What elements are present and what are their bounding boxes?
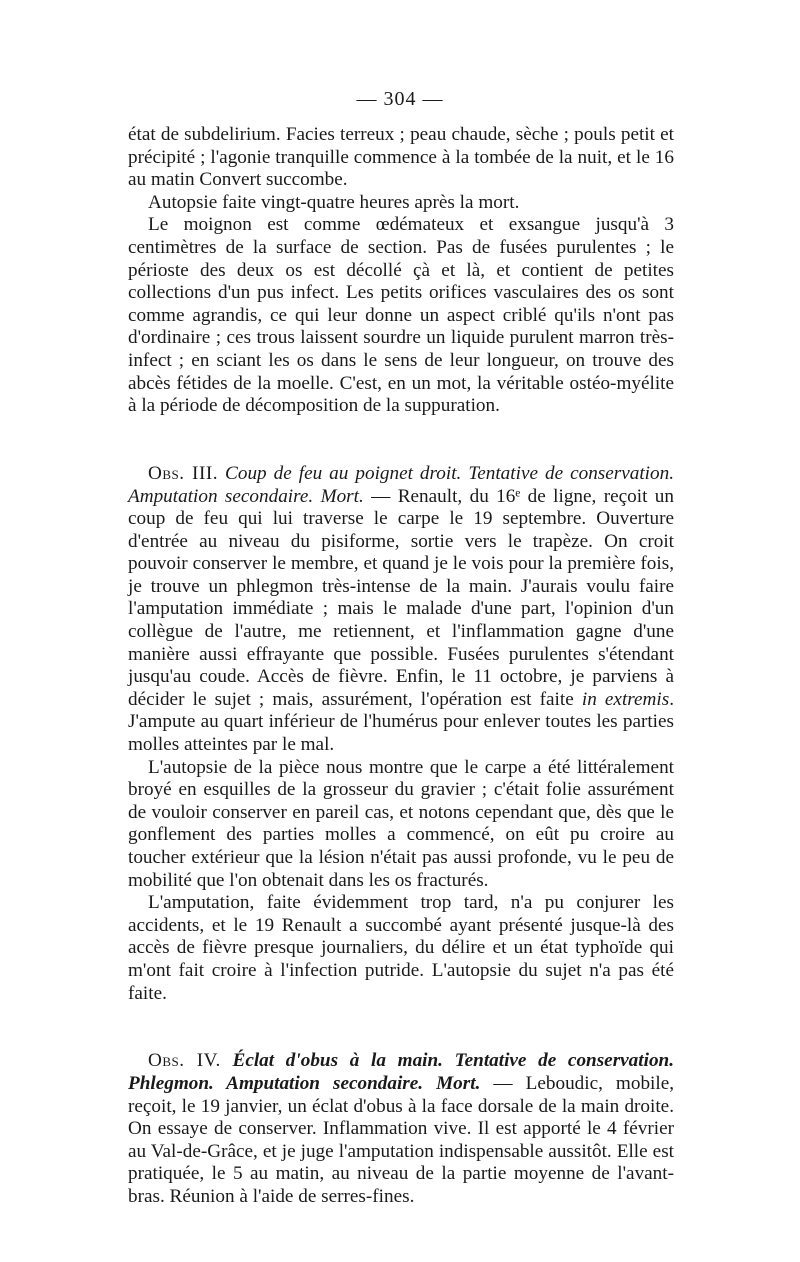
paragraph-3: Le moignon est comme œdémateux et exsangue jusqu'à 3 centimètres de la surface de section. Pas de fusées purulentes ; le périoste des deux os est décollé çà et là, et contient de petites collections d'un pus infect. Les petits orifices vasculaires des os sont comme agrandis, ce qui leur donne un aspect criblé qu'ils n'ont pas d'ordinaire ; ces trous laissent sourdre un liquide purulent marron très-infect ; en sciant les os dans le sens de leur longueur, on trouve des abcès fétides de la moelle. C'est, en un mot, la véritable ostéo-myélite à la période de décomposition de la suppuration.	[128, 214, 674, 417]
obs3-label: Obs. III.	[148, 462, 219, 484]
paragraph-2: Autopsie faite vingt-quatre heures après la mort.	[148, 191, 520, 213]
obs3-text: — Renault, du 16ᵉ de ligne, reçoit un coup de feu qui lui traverse le carpe le 19 septembre. Ouverture d'entrée au niveau du pisiforme, sortie vers le trapèze. On croit pouvoir conserver le membre, et quand je le vois pour la première fois, je trouve un phlegmon très-intense de la main. J'aurais voulu faire l'amputation immédiate ; mais le malade d'une part, l'opinion d'un collègue de l'autre, me retiennent, et l'inflammation gagne d'une manière aussi effrayante que possible. Fusées purulentes s'étendant jusqu'au coude. Accès de fièvre. Enfin, le 11 octobre, je parviens à décider le sujet ; mais, assurément, l'opération est faite	[128, 485, 674, 710]
paragraph-1: état de subdelirium. Facies terreux ; peau chaude, sèche ; pouls petit et précipité ; l'agonie tranquille commence à la tombée de la nuit, et le 16 au matin Convert succombe.	[128, 124, 674, 191]
obs3-paragraph-3: L'amputation, faite évidemment trop tard, n'a pu conjurer les accidents, et le 19 Renault a succombé ayant présenté jusque-là des accès de fièvre presque journaliers, du délire et un état typhoïde qui m'ont fait croire à l'infection putride. L'autopsie du sujet n'a pas été faite.	[128, 892, 674, 1004]
page-number: — 304 —	[356, 88, 444, 110]
observation-3	[128, 463, 674, 757]
obs3-title: Coup de feu au poignet droit. Tentative de conservation. Amputation secondaire. Mort.	[128, 462, 675, 507]
obs3-in-extremis: in extremis	[581, 688, 670, 710]
obs4-label: Obs. IV.	[148, 1050, 221, 1072]
obs4-text: — Leboudic, mobile, reçoit, le 19 janvier, un éclat d'obus à la face dorsale de la main droite. On essaye de conserver. Inflammation vive. Il est apporté le 4 février au Val-de-Grâce, et je juge l'amputation indispensable aussitôt. Elle est pratiquée, le 5 au matin, au niveau de la partie moyenne de l'avant-bras. Réunion à l'aide de serres-fines.	[128, 1072, 675, 1207]
body-text	[128, 124, 674, 1209]
obs3-paragraph-2: L'autopsie de la pièce nous montre que le carpe a été littéralement broyé en esquilles de la grosseur du gravier ; c'était folie assurément de vouloir conserver en pareil cas, et notons cependant que, dès que le gonflement des parties molles a commencé, on eût pu croire au toucher extérieur que la lésion n'était pas aussi profonde, vu le peu de mobilité que l'on obtenait dans les os fracturés.	[128, 756, 674, 891]
obs4-title: Éclat d'obus à la main. Tentative de conservation. Phlegmon. Amputation secondaire. Mort.	[128, 1050, 675, 1094]
observation-4	[128, 1050, 674, 1208]
obs3-text-after: . J'ampute au quart inférieur de l'humérus pour enlever toutes les parties molles atteintes par le mal.	[128, 688, 675, 756]
